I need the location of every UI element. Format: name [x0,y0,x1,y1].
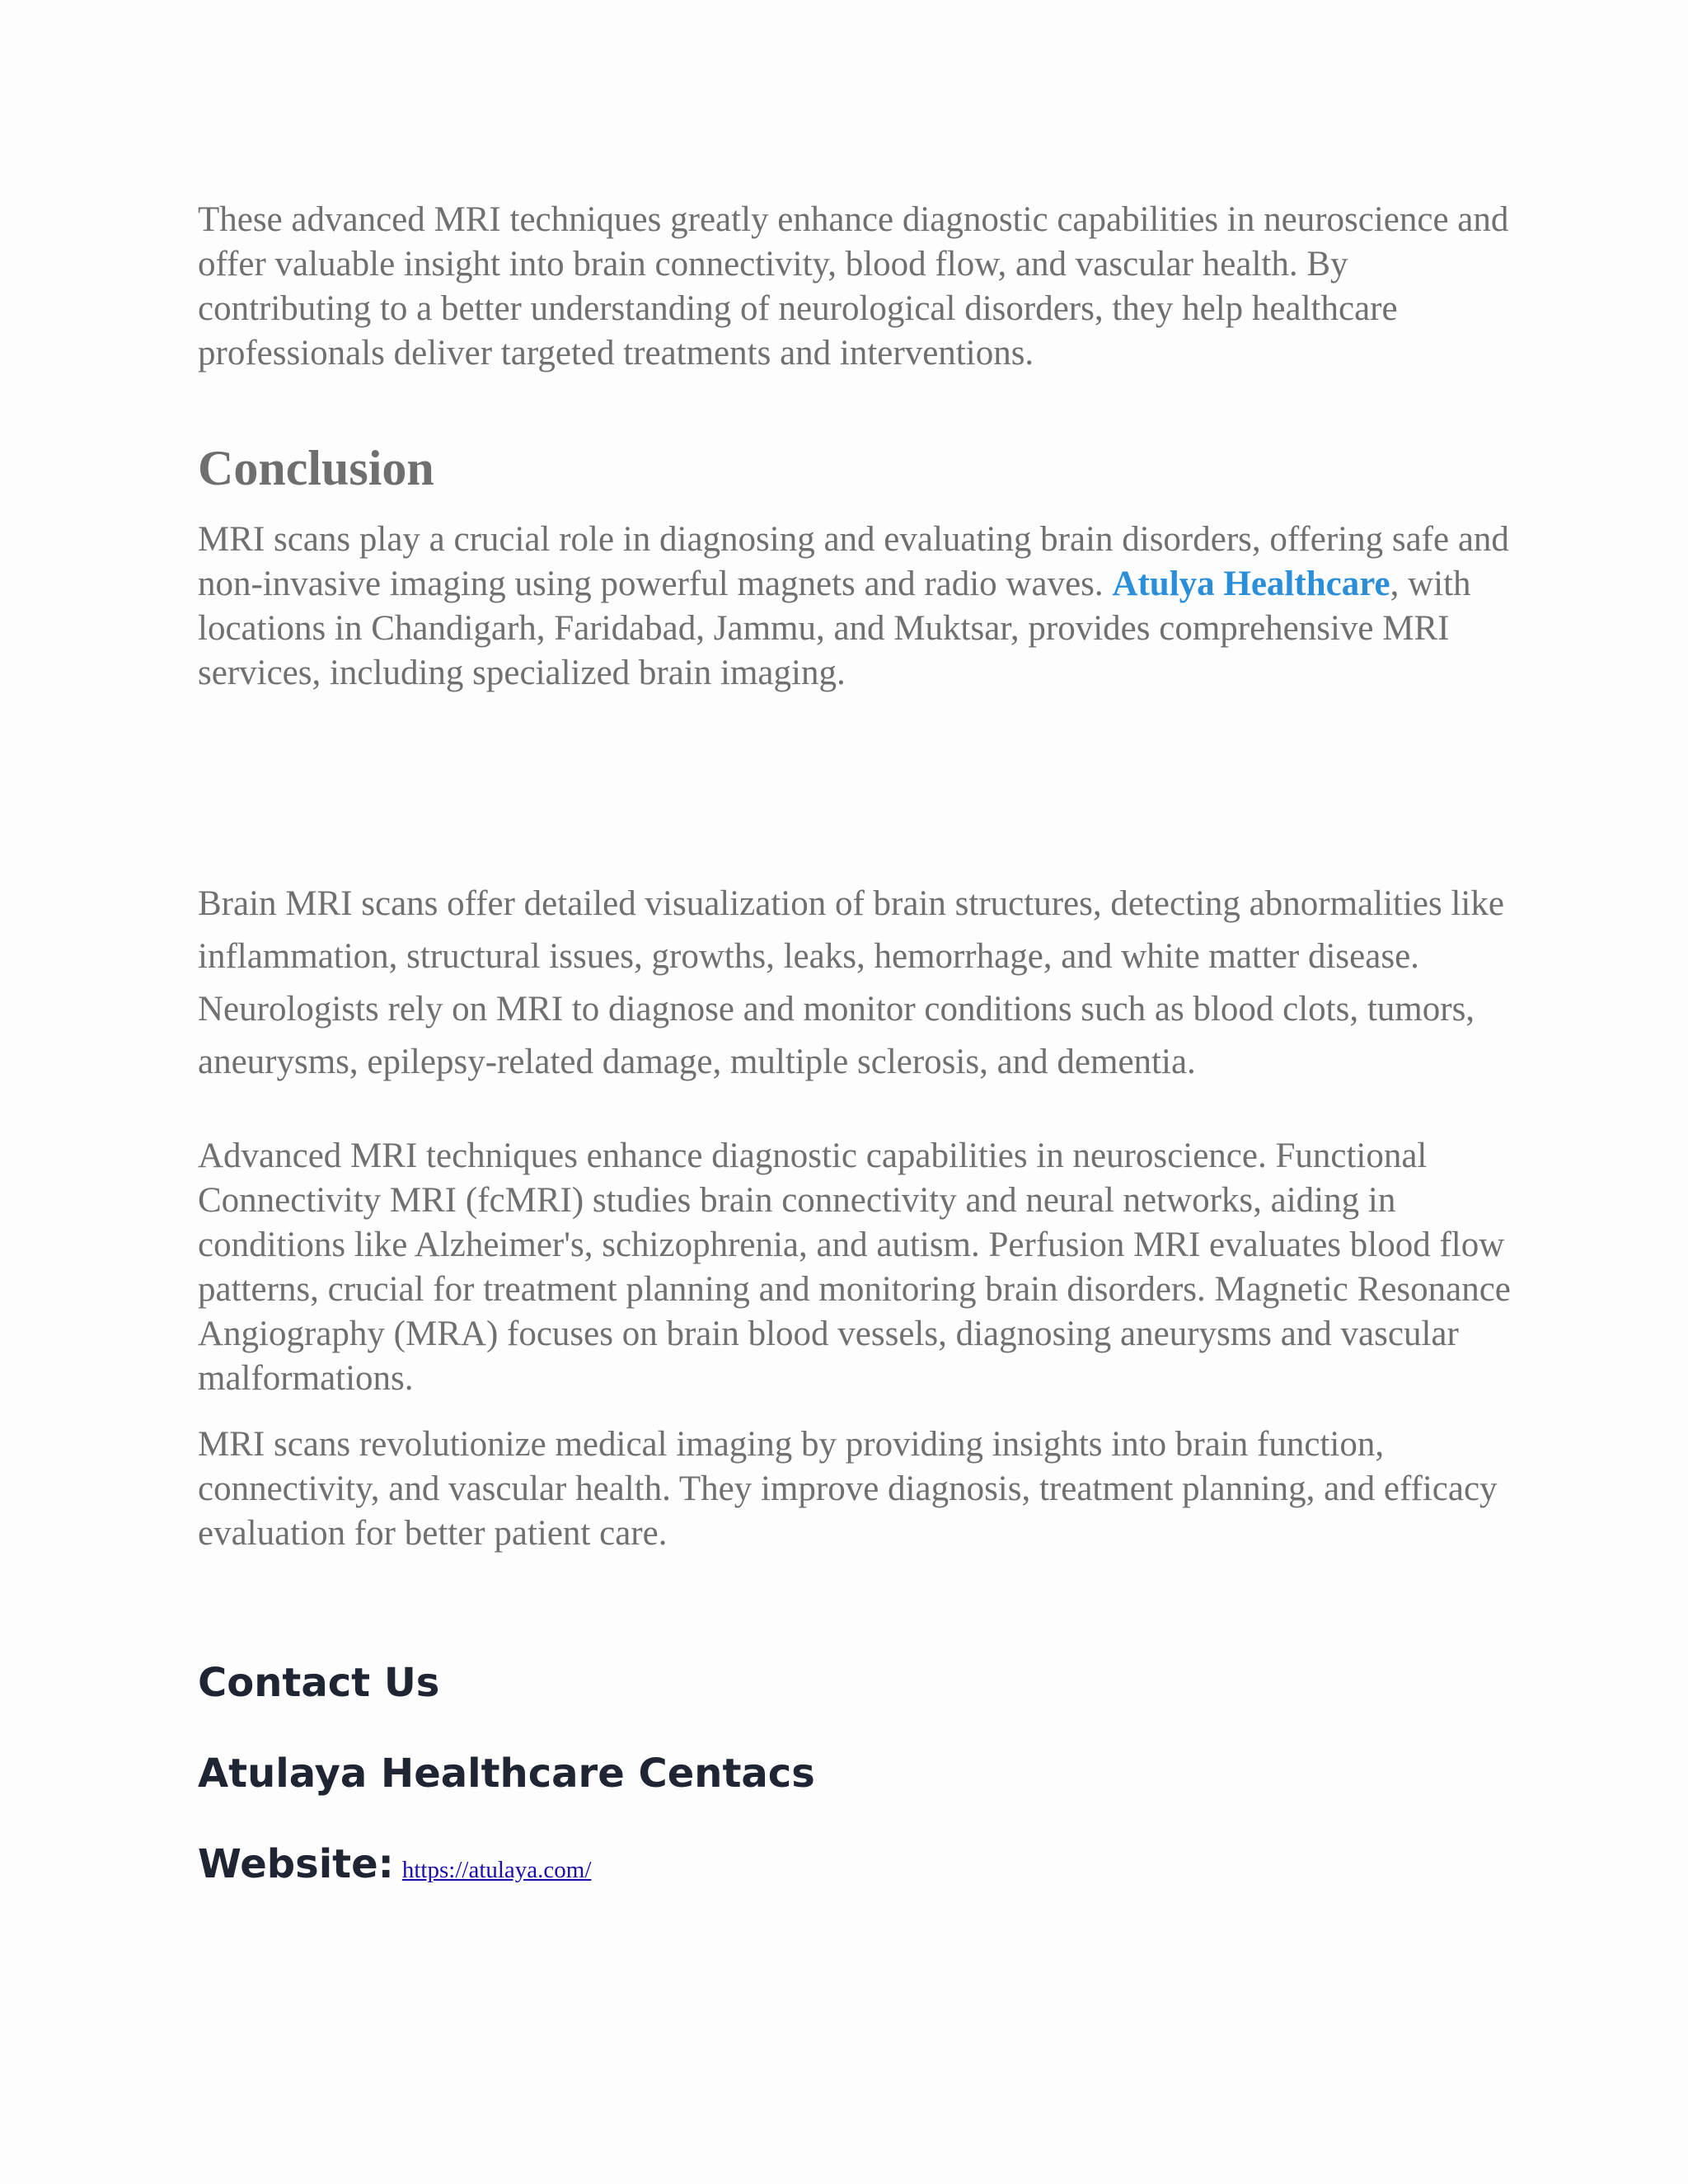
website-label: Website: [198,1841,394,1887]
conclusion-paragraph [198,518,1517,696]
website-line [198,1838,591,1896]
conclusion-text-after: , with locations in Chandigarh, Faridabad, Jammu, and Muktsar, provides comprehensive MRI services, including specialized brain imaging. [198,565,1471,692]
centacs-heading: Atulaya Healthcare Centacs [198,1750,815,1797]
website-url-link[interactable]: https://atulaya.com/ [401,1857,592,1883]
conclusion-heading: Conclusion [198,441,434,495]
advanced-techniques-paragraph: Advanced MRI techniques enhance diagnostic capabilities in neuroscience. Functional Connectivity MRI (fcMRI) studies brain connectivity and neural networks, aiding in conditions like Alzheimer's, schizophrenia, and autism. Perfusion MRI evaluates blood flow patterns, crucial for treatment planning and monitoring brain disorders. Magnetic Resonance Angiography (MRA) focuses on brain blood vessels, diagnosing aneurysms and vascular malformations. [198,1137,1511,1398]
intro-paragraph: These advanced MRI techniques greatly enhance diagnostic capabilities in neuroscience and offer valuable insight into brain connectivity, blood flow, and vascular health. By contributing to a better understanding of neurological disorders, they help healthcare professionals deliver targeted treatments and interventions. [198,200,1509,373]
conclusion-text-before: MRI scans play a crucial role in diagnosing and evaluating brain disorders, offering safe and non-invasive imaging using powerful magnets and radio waves. [198,520,1509,603]
summary-paragraph: MRI scans revolutionize medical imaging by providing insights into brain function, connectivity, and vascular health. They improve diagnosis, treatment planning, and efficacy evaluation for better patient care. [198,1425,1498,1553]
contact-us-heading: Contact Us [198,1660,440,1706]
brain-mri-paragraph: Brain MRI scans offer detailed visualization of brain structures, detecting abnormalities like inflammation, structural issues, growths, leaks, hemorrhage, and white matter disease. Neurologists rely on MRI to diagnose and monitor conditions such as blood clots, tumors, aneurysms, epilepsy-related damage, multiple sclerosis, and dementia. [198,884,1504,1081]
atulya-healthcare-link[interactable]: Atulya Healthcare [1112,565,1390,603]
